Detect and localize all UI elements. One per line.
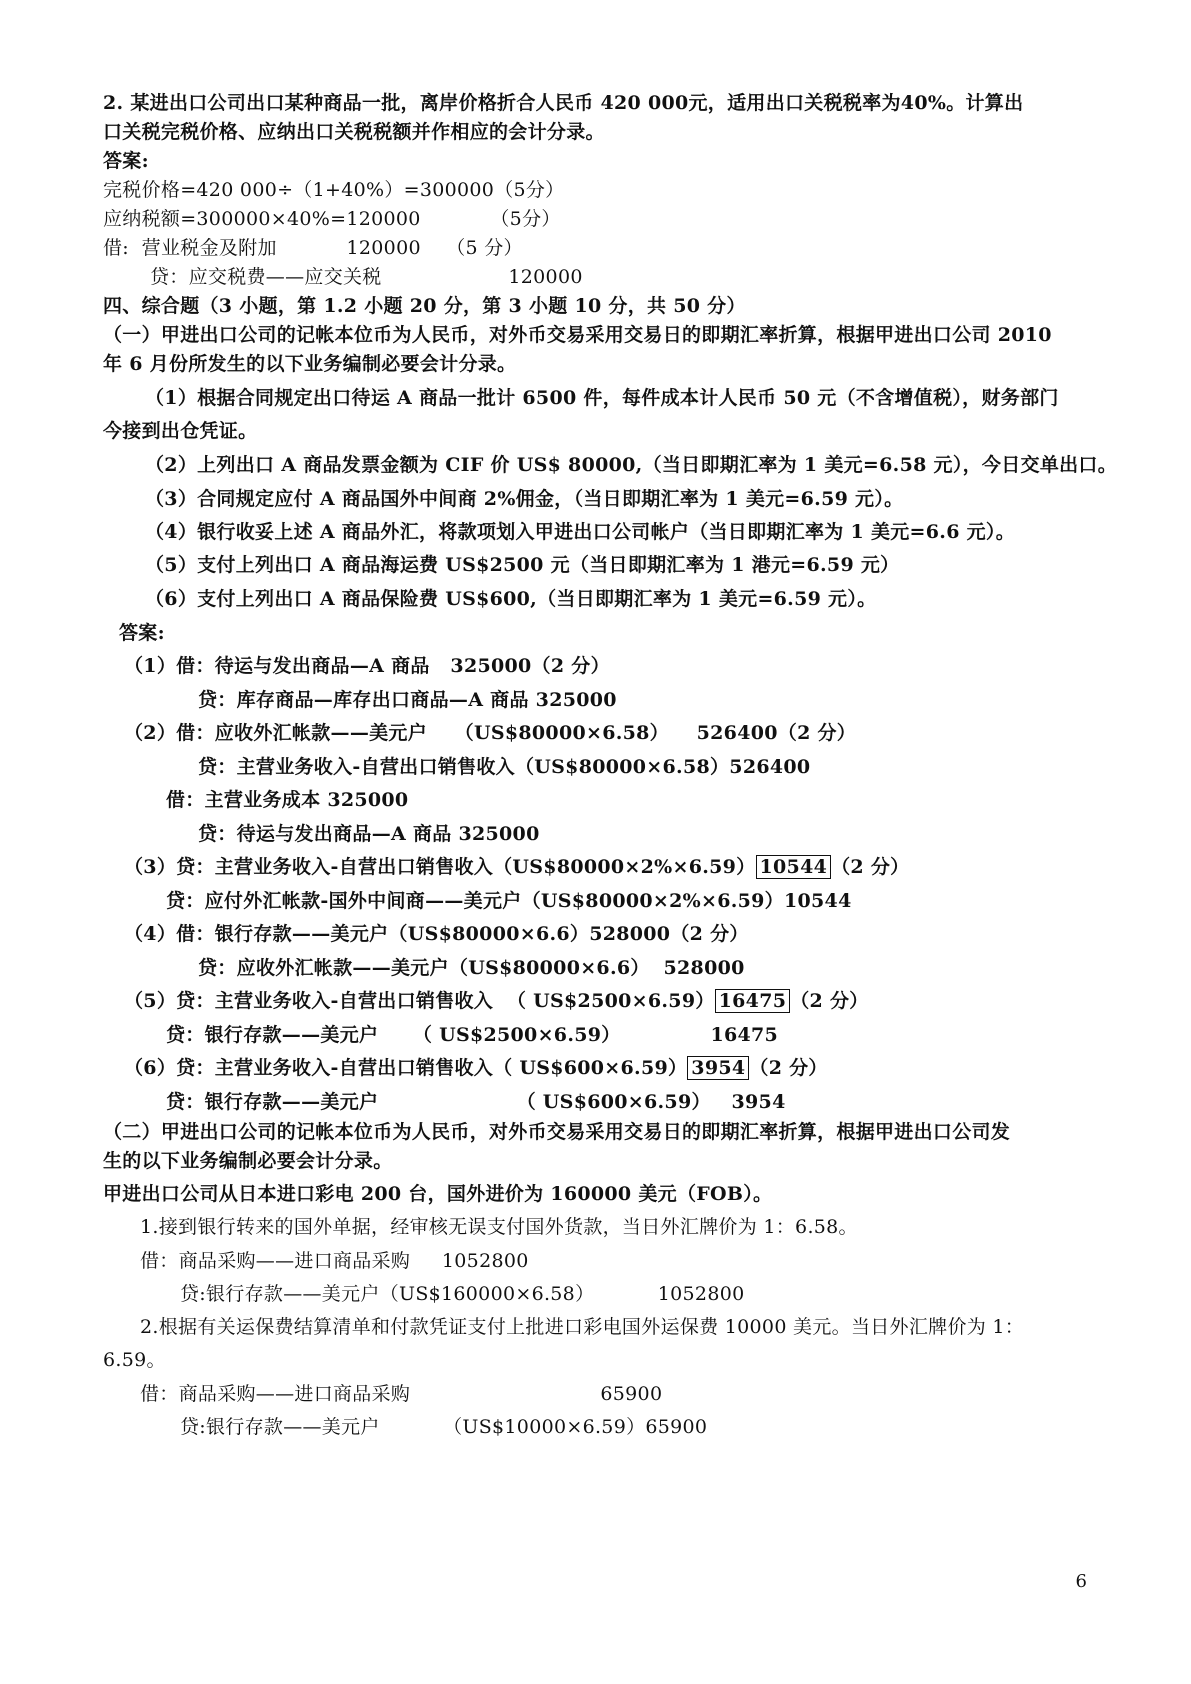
- entry-3-line-2: 贷：应付外汇帐款-国外中间商——美元户（US$80000×2%×6.59）10544: [166, 890, 852, 912]
- part1-item-6: （6）支付上列出口 A 商品保险费 US$600,（当日即期汇率为 1 美元=6.59 元）。: [145, 588, 877, 610]
- part2-step-2: 2.根据有关运保费结算清单和付款凭证支付上批进口彩电国外运保费 10000 美元。当日外汇牌价为 1：: [140, 1316, 1025, 1338]
- entry-5-line-1: [124, 988, 869, 1014]
- part1-answer-label: 答案:: [119, 622, 165, 644]
- entry-5-score: （2 分）: [790, 990, 869, 1012]
- part2-step-1-debit: 借：商品采购——进口商品采购 1052800: [140, 1250, 529, 1272]
- part1-item-3: （3）合同规定应付 A 商品国外中间商 2%佣金，（当日即期汇率为 1 美元=6.59 元）。: [145, 488, 904, 510]
- entry-6-text: （6）贷：主营业务收入-自营出口销售收入（ US$600×6.59）: [124, 1057, 688, 1079]
- section-4-heading: 四、综合题（3 小题，第 1.2 小题 20 分，第 3 小题 10 分，共 50 分）: [103, 295, 746, 317]
- entry-3-score: （2 分）: [831, 856, 910, 878]
- part2-context: 甲进出口公司从日本进口彩电 200 台，国外进价为 160000 美元（FOB）。: [103, 1183, 773, 1205]
- q2-line-2: 口关税完税价格、应纳出口关税税额并作相应的会计分录。: [103, 121, 605, 143]
- entry-6-line-1: [124, 1055, 828, 1081]
- entry-6-score: （2 分）: [749, 1057, 828, 1079]
- part2-intro-line-1: （二）甲进出口公司的记帐本位币为人民币，对外币交易采用交易日的即期汇率折算，根据甲进出口公司发: [103, 1121, 1011, 1143]
- part1-item-1-cont: 今接到出仓凭证。: [103, 420, 258, 442]
- part1-intro-line-1: （一）甲进出口公司的记帐本位币为人民币，对外币交易采用交易日的即期汇率折算，根据甲进出口公司 2010: [103, 324, 1052, 346]
- entry-2-cost-debit: 借：主营业务成本 325000: [166, 789, 409, 811]
- part1-item-5: （5）支付上列出口 A 商品海运费 US$2500 元（当日即期汇率为 1 港元=6.59 元）: [145, 554, 900, 576]
- part1-item-1: （1）根据合同规定出口待运 A 商品一批计 6500 件，每件成本计人民币 50 元（不含增值税），财务部门: [145, 387, 1059, 409]
- entry-4-credit: 贷：应收外汇帐款——美元户（US$80000×6.6） 528000: [198, 957, 745, 979]
- entry-5-boxed-amount: 16475: [715, 989, 791, 1013]
- q2-answer-label: 答案:: [103, 150, 149, 172]
- part2-step-1: 1.接到银行转来的国外单据，经审核无误支付国外货款，当日外汇牌价为 1：6.58。: [140, 1216, 858, 1238]
- page-number: 6: [1075, 1571, 1087, 1592]
- entry-3-text: （3）贷：主营业务收入-自营出口销售收入（US$80000×2%×6.59）: [124, 856, 756, 878]
- part2-step-1-credit: 贷:银行存款——美元户（US$160000×6.58） 1052800: [180, 1283, 745, 1305]
- q2-credit-entry: 贷：应交税费——应交关税 120000: [150, 266, 583, 288]
- part1-item-4: （4）银行收妥上述 A 商品外汇，将款项划入甲进出口公司帐户（当日即期汇率为 1 美元=6.6 元）。: [145, 521, 1016, 543]
- q2-calc-2: 应纳税额=300000×40%=120000 （5分）: [103, 208, 561, 230]
- entry-2-cost-credit: 贷：待运与发出商品—A 商品 325000: [198, 823, 540, 845]
- entry-3-boxed-amount: 10544: [756, 855, 832, 879]
- entry-5-text: （5）贷：主营业务收入-自营出口销售收入 （ US$2500×6.59）: [124, 990, 715, 1012]
- entry-6-line-2: 贷：银行存款——美元户 （ US$600×6.59） 3954: [166, 1091, 786, 1113]
- part2-step-2-cont: 6.59。: [103, 1349, 166, 1371]
- entry-3-line-1: [124, 854, 909, 880]
- entry-2-credit: 贷：主营业务收入-自营出口销售收入（US$80000×6.58）526400: [198, 756, 811, 778]
- part2-step-2-credit: 贷:银行存款——美元户 （US$10000×6.59）65900: [180, 1416, 708, 1438]
- entry-5-line-2: 贷：银行存款——美元户 （ US$2500×6.59） 16475: [166, 1024, 779, 1046]
- part2-intro-line-2: 生的以下业务编制必要会计分录。: [103, 1150, 393, 1172]
- entry-2-debit: （2）借：应收外汇帐款——美元户 （US$80000×6.58） 526400（2 分）: [124, 722, 857, 744]
- part1-intro-line-2: 年 6 月份所发生的以下业务编制必要会计分录。: [103, 353, 517, 375]
- entry-1-debit: （1）借：待运与发出商品—A 商品 325000（2 分）: [124, 655, 610, 677]
- part1-item-2: （2）上列出口 A 商品发票金额为 CIF 价 US$ 80000,（当日即期汇率为 1 美元=6.58 元），今日交单出口。: [145, 454, 1118, 476]
- q2-line-1: 2. 某进出口公司出口某种商品一批，离岸价格折合人民币 420 000元，适用出口关税税率为40%。计算出: [103, 92, 1024, 114]
- part2-step-2-debit: 借：商品采购——进口商品采购 65900: [140, 1383, 663, 1405]
- entry-1-credit: 贷：库存商品—库存出口商品—A 商品 325000: [198, 689, 617, 711]
- entry-4-debit: （4）借：银行存款——美元户（US$80000×6.6）528000（2 分）: [124, 923, 749, 945]
- entry-6-boxed-amount: 3954: [687, 1056, 749, 1080]
- q2-calc-1: 完税价格=420 000÷（1+40%）=300000（5分）: [103, 179, 565, 201]
- q2-debit-entry: 借: 营业税金及附加 120000 （5 分）: [103, 237, 523, 259]
